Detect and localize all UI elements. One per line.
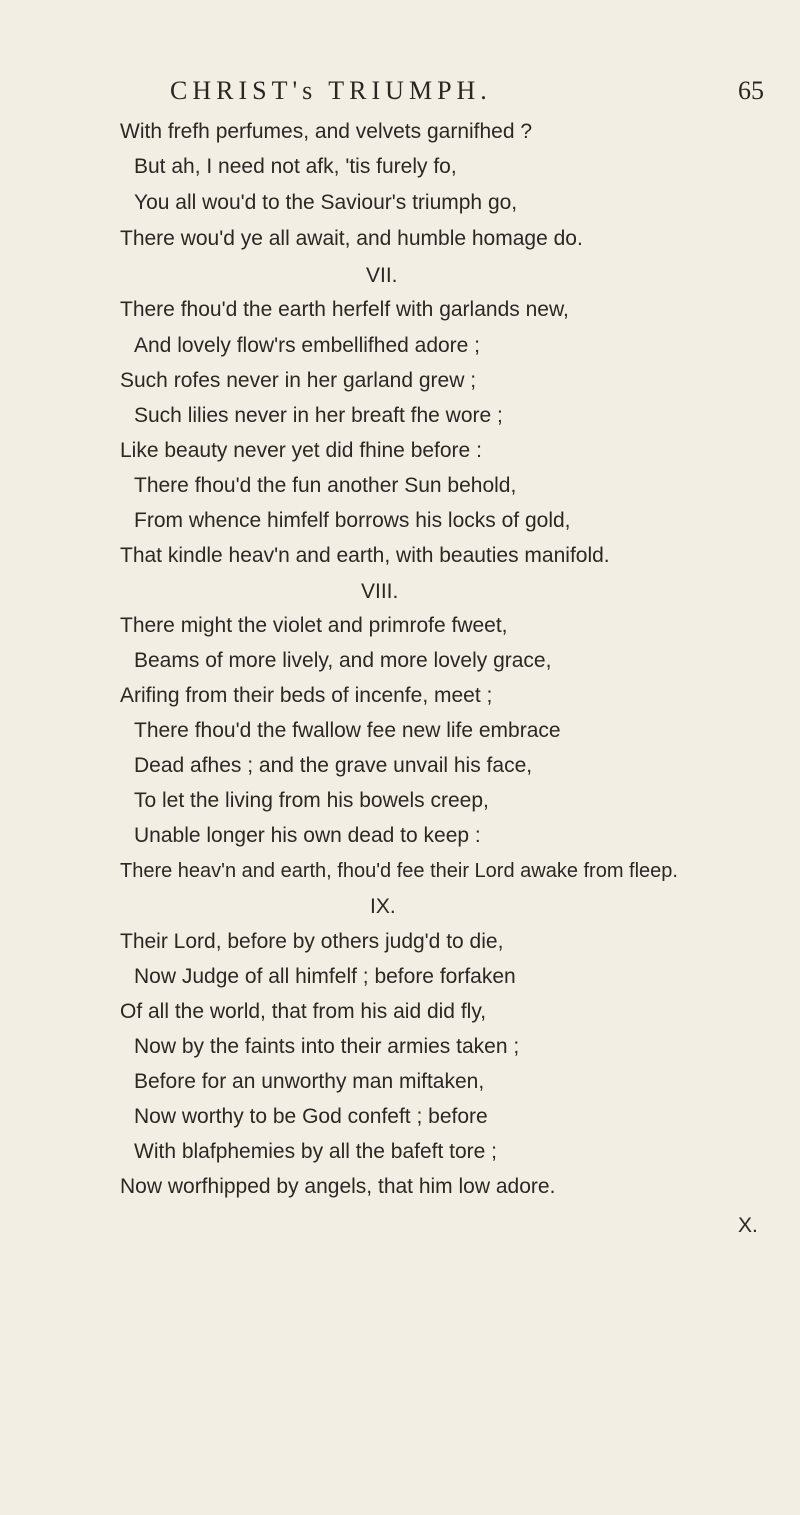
- verse-line: And lovely flow'rs embellifhed adore ;: [134, 334, 481, 357]
- catchword: X.: [738, 1214, 758, 1237]
- verse-line: Now worthy to be God confeft ; before: [134, 1105, 488, 1128]
- verse-line: Dead afhes ; and the grave unvail his face,: [134, 754, 533, 777]
- verse-line: There wou'd ye all await, and humble homage do.: [120, 227, 583, 250]
- verse-line: There fhou'd the fun another Sun behold,: [134, 474, 517, 497]
- running-title: CHRIST's TRIUMPH.: [170, 76, 492, 105]
- verse-line: Unable longer his own dead to keep :: [134, 824, 481, 847]
- verse-line: There fhou'd the fwallow fee new life embrace: [134, 719, 561, 742]
- verse-line: From whence himfelf borrows his locks of gold,: [134, 509, 571, 532]
- verse-line: With blafphemies by all the bafeft tore ;: [134, 1140, 498, 1163]
- verse-line: Now Judge of all himfelf ; before forfaken: [134, 965, 516, 988]
- verse-line: Such lilies never in her breaft fhe wore ;: [134, 404, 503, 427]
- page-header: [0, 76, 800, 112]
- verse-line: There heav'n and earth, fhou'd fee their Lord awake from fleep.: [120, 860, 678, 882]
- verse-line: Their Lord, before by others judg'd to die,: [120, 930, 504, 953]
- stanza-number: VII.: [366, 264, 398, 287]
- verse-line: Before for an unworthy man miftaken,: [134, 1070, 485, 1093]
- verse-line: Now by the faints into their armies taken ;: [134, 1035, 520, 1058]
- verse-line: Such rofes never in her garland grew ;: [120, 369, 477, 392]
- verse-line: Now worfhipped by angels, that him low adore.: [120, 1175, 556, 1198]
- verse-line: That kindle heav'n and earth, with beauties manifold.: [120, 544, 610, 567]
- verse-line: You all wou'd to the Saviour's triumph go,: [134, 191, 518, 214]
- verse-line: Arifing from their beds of incenfe, meet ;: [120, 684, 493, 707]
- stanza-number: VIII.: [361, 580, 399, 603]
- verse-line: To let the living from his bowels creep,: [134, 789, 489, 812]
- verse-line: Beams of more lively, and more lovely grace,: [134, 649, 552, 672]
- verse-line: With frefh perfumes, and velvets garnifhed ?: [120, 120, 533, 143]
- verse-line: Of all the world, that from his aid did fly,: [120, 1000, 487, 1023]
- verse-line: There fhou'd the earth herfelf with garlands new,: [120, 298, 569, 321]
- verse-line: But ah, I need not afk, 'tis furely fo,: [134, 155, 457, 178]
- verse-line: Like beauty never yet did fhine before :: [120, 439, 482, 462]
- page-number: 65: [738, 76, 764, 105]
- verse-line: There might the violet and primrofe fweet,: [120, 614, 508, 637]
- stanza-number: IX.: [370, 895, 396, 918]
